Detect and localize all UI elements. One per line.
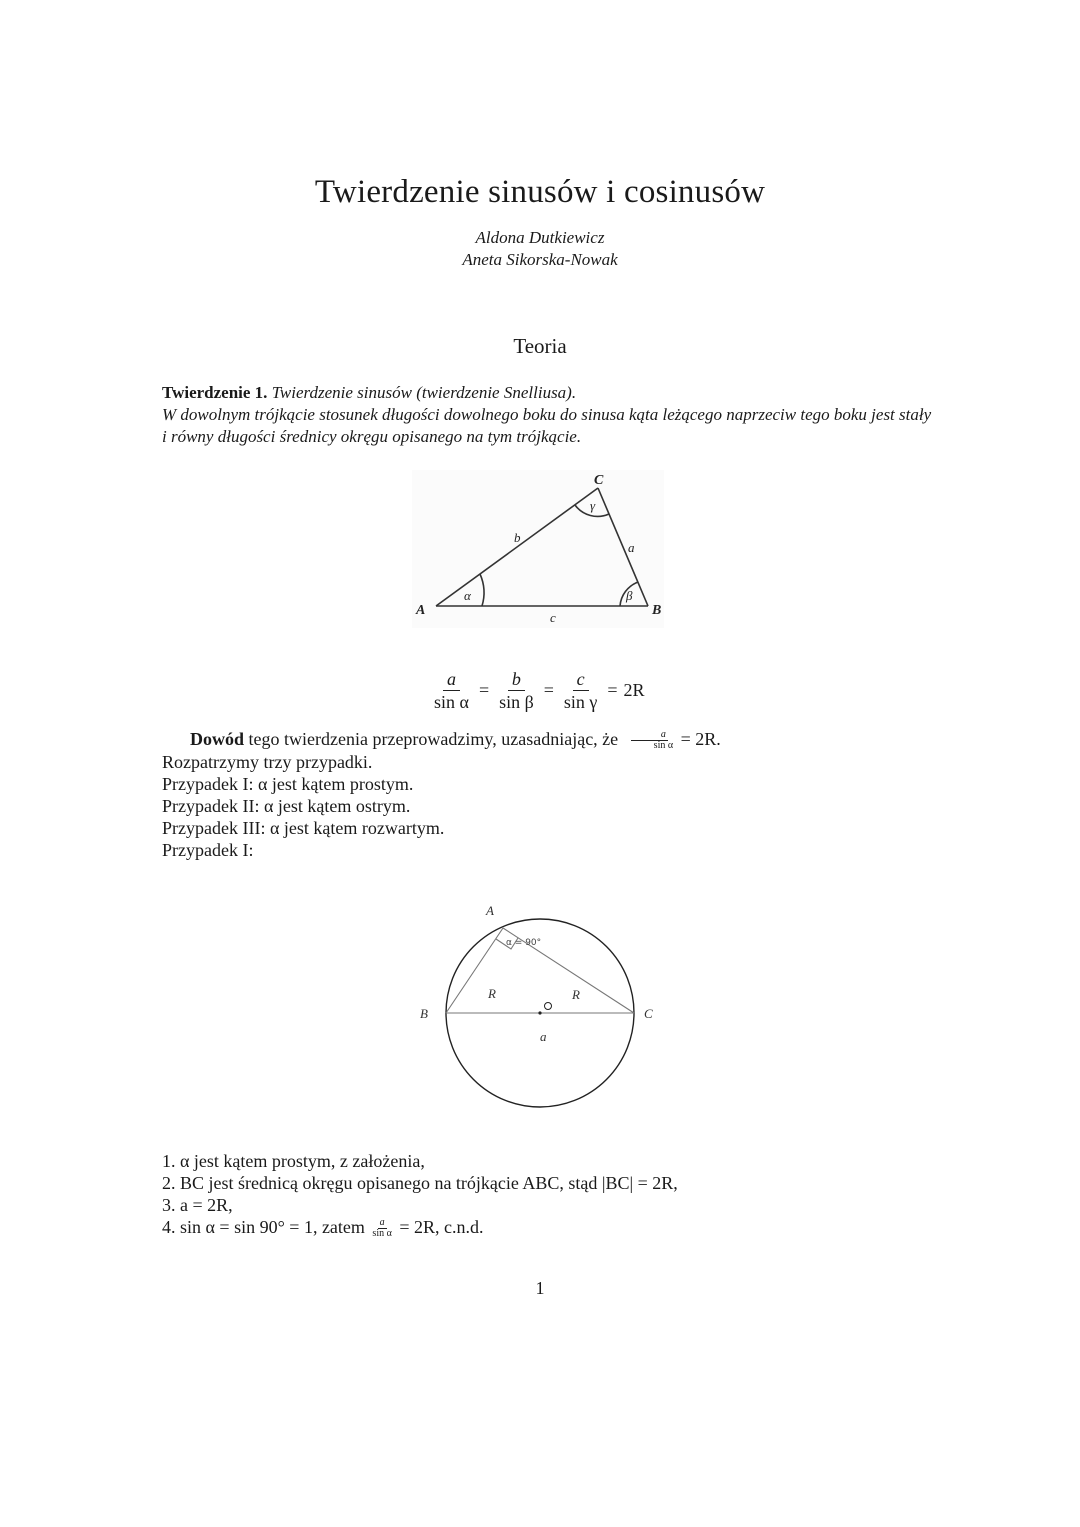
theorem-label: Twierdzenie 1.	[162, 383, 268, 402]
fraction-a: $\frac{a}{\text{sin α}}$	[434, 669, 469, 712]
triangle-figure	[412, 470, 664, 628]
law-of-sines-formula: $\frac{a}{\text{sin α}}$ = $\frac{b}{\text{sin β}}$ = $\frac{c}{\text{sin γ}}$ = 2R	[430, 668, 645, 713]
vertex-a-label: A	[486, 903, 494, 918]
theorem-name: Twierdzenie sinusów (twierdzenie Snelliusa).	[271, 383, 577, 402]
proof-line: Rozpatrzymy trzy przypadki.	[162, 752, 373, 773]
vertex-a-label: A	[416, 603, 426, 618]
proof-block: Dowód tego twierdzenia przeprowadzimy, uzasadniając, że $\frac{a}{\text{sin α}}$ = 2R. Rozpatrzymy trzy przypadki. Przypadek I: α jest kątem prostym. Przypadek II: α jest kątem ostrym. Przypadek III: α jest kątem rozwartym. Przypadek I:	[162, 728, 932, 861]
proof-line: Przypadek II: α jest kątem ostrym.	[162, 796, 411, 817]
angle-beta-label: β	[626, 588, 633, 603]
side-b-label: b	[514, 530, 521, 545]
section-heading: Teoria	[513, 334, 567, 358]
inline-fraction: $\frac{a}{\text{sin α}}$	[626, 730, 673, 751]
theorem-statement: W dowolnym trójkącie stosunek długości dowolnego boku do sinusa kąta leżącego naprzeciw tego boku jest stały i równy długości średnicy okręgu opisanego na tym trójkącie.	[162, 405, 932, 446]
author-1: Aldona Dutkiewicz	[475, 228, 605, 247]
step-4: 4. sin α = sin 90° = 1, zatem $\frac{a}{\text{sin α}}$ = 2R, c.n.d.	[162, 1217, 484, 1240]
circle-figure	[412, 898, 668, 1112]
page-number: 1	[535, 1278, 545, 1298]
vertex-b-label: B	[652, 603, 662, 618]
proof-line: Przypadek III: α jest kątem rozwartym.	[162, 818, 445, 839]
angle-alpha-label: α	[464, 588, 471, 603]
side-a-label: a	[540, 1029, 547, 1044]
inline-fraction: $\frac{a}{\text{sin α}}$	[372, 1217, 392, 1240]
side-c-label: c	[550, 610, 556, 625]
right-angle-label: α = 90°	[506, 938, 542, 948]
proof-line: Przypadek I:	[162, 840, 254, 861]
inscribed-triangle-diagram	[412, 898, 668, 1112]
step-2: 2. BC jest średnicą okręgu opisanego na trójkącie ABC, stąd |BC| = 2R,	[162, 1173, 678, 1193]
radius-label-left: R	[488, 986, 496, 1001]
side-a-label: a	[628, 540, 635, 555]
vertex-c-label: C	[644, 1006, 653, 1021]
vertex-b-label: B	[420, 1006, 428, 1021]
formula-rhs: 2R	[623, 680, 645, 700]
step-3: 3. a = 2R,	[162, 1195, 233, 1215]
fraction-b: $\frac{b}{\text{sin β}}$	[499, 669, 534, 712]
author-2: Aneta Sikorska-Nowak	[462, 250, 618, 269]
document-title: Twierdzenie sinusów i cosinusów	[314, 174, 766, 210]
radius-label-right: R	[572, 987, 580, 1002]
theorem-block	[162, 382, 932, 448]
proof-line: Przypadek I: α jest kątem prostym.	[162, 774, 414, 795]
proof-steps	[162, 1150, 932, 1239]
vertex-c-label: C	[594, 473, 604, 488]
proof-label: Dowód	[190, 729, 245, 749]
fraction-c: $\frac{c}{\text{sin γ}}$	[563, 669, 598, 712]
angle-gamma-label: γ	[590, 498, 596, 513]
step-1: 1. α jest kątem prostym, z założenia,	[162, 1151, 425, 1171]
triangle-diagram	[412, 470, 664, 628]
